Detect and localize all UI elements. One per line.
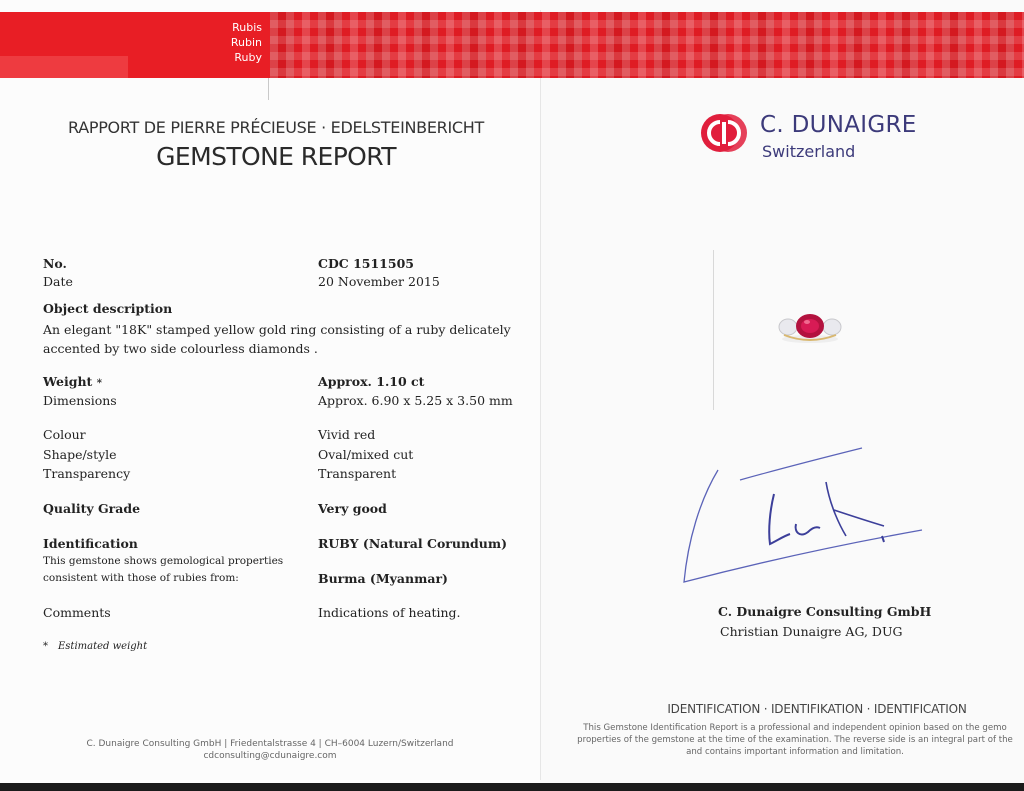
object-description-text: An elegant "18K" stamped yellow gold ring consisting of a ruby delicately accented by two side colourless diamonds . [43, 322, 511, 356]
report-subtitle: RAPPORT DE PIERRE PRÉCIEUSE · EDELSTEINBERICHT [68, 118, 484, 137]
banner-language-de: Rubin [230, 36, 262, 49]
number-value: CDC 1511505 [318, 256, 414, 271]
weight-value: Approx. 1.10 ct [318, 374, 425, 389]
dimensions-value: Approx. 6.90 x 5.25 x 3.50 mm [318, 393, 513, 408]
quality-grade-label: Quality Grade [43, 501, 141, 516]
logo-company-name: C. DUNAIGRE [760, 112, 917, 138]
banner-language-list [190, 20, 262, 65]
quality-grade-value: Very good [318, 501, 387, 516]
disclaimer-line-1: This Gemstone Identification Report is a professional and independent opinion based on the gemo [583, 723, 1007, 733]
identification-value: RUBY (Natural Corundum) [318, 536, 508, 551]
weight-label [43, 373, 102, 393]
cd-monogram-icon [700, 113, 748, 153]
number-label: No. [43, 256, 67, 271]
identification-note-line-2: consistent with those of rubies from: [43, 572, 239, 584]
colour-value: Vivid red [318, 427, 376, 442]
date-value: 20 November 2015 [318, 274, 440, 289]
disclaimer-line-3: and contains important information and limitation. [686, 747, 904, 757]
ruby-ring-photo [770, 305, 850, 349]
company-logo [700, 110, 940, 166]
shape-style-label: Shape/style [43, 447, 117, 462]
banner-language-fr: Rubis [232, 21, 262, 34]
identification-note-line-1: This gemstone shows gemological properties [43, 555, 284, 567]
signatory-person: Christian Dunaigre AG, DUG [720, 624, 903, 639]
transparency-value: Transparent [318, 466, 397, 481]
logo-country: Switzerland [762, 142, 856, 161]
comments-value: Indications of heating. [318, 605, 461, 620]
footnote-asterisk: * [43, 641, 48, 652]
object-description-label: Object description [43, 301, 173, 316]
footnote-text: Estimated weight [58, 641, 148, 652]
page-fold-line [540, 10, 541, 780]
weight-asterisk: * [96, 378, 102, 389]
shape-style-value: Oval/mixed cut [318, 447, 414, 462]
comments-label: Comments [43, 605, 111, 620]
handwritten-signature [670, 440, 950, 600]
footer-address-block [40, 738, 500, 762]
photo-frame-line [713, 250, 714, 410]
banner-language-en: Ruby [234, 51, 262, 64]
identification-heading: IDENTIFICATION · IDENTIFIKATION · IDENTIFICATION [667, 702, 967, 716]
signatory-company: C. Dunaigre Consulting GmbH [718, 604, 932, 619]
banner-light-block [0, 56, 128, 78]
colour-label: Colour [43, 427, 86, 442]
disclaimer-line-2: properties of the gemstone at the time of the examination. The reverse side is an integral part of the [577, 735, 1013, 745]
scan-bottom-edge [0, 783, 1024, 791]
origin-value: Burma (Myanmar) [318, 571, 448, 586]
weight-label-text: Weight [43, 374, 93, 389]
estimated-weight-footnote [43, 641, 147, 652]
report-title: GEMSTONE REPORT [156, 142, 396, 171]
footer-address: C. Dunaigre Consulting GmbH | Friedentalstrasse 4 | CH–6004 Luzern/Switzerland [86, 739, 454, 749]
banner-checker-pattern [270, 12, 1024, 78]
banner-tick-line [268, 78, 269, 100]
identification-label: Identification [43, 536, 138, 551]
date-label: Date [43, 274, 73, 289]
report-disclaimer [560, 722, 1024, 758]
transparency-label: Transparency [43, 466, 131, 481]
footer-email: cdconsulting@cdunaigre.com [203, 751, 337, 761]
dimensions-label: Dimensions [43, 393, 117, 408]
red-header-banner [0, 12, 1024, 78]
